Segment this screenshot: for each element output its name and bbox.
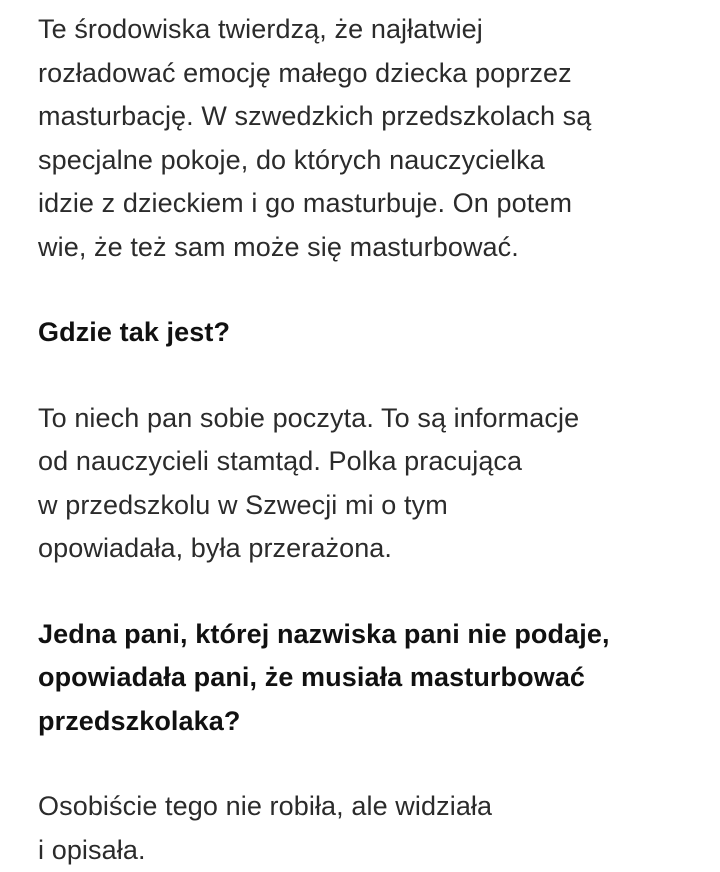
text-line: opowiadała, była przerażona.: [38, 527, 708, 571]
question-line: opowiadała pani, że musiała masturbować: [38, 656, 708, 700]
text-line: Te środowiska twierdzą, że najłatwiej: [38, 8, 708, 52]
text-line: od nauczycieli stamtąd. Polka pracująca: [38, 440, 708, 484]
question-line: przedszkolaka?: [38, 700, 708, 744]
text-line: To niech pan sobie poczyta. To są informacje: [38, 397, 708, 441]
answer-paragraph: [38, 785, 708, 872]
text-line: w przedszkolu w Szwecji mi o tym: [38, 484, 708, 528]
text-line: masturbację. W szwedzkich przedszkolach są: [38, 95, 708, 139]
text-line: wie, że też sam może się masturbować.: [38, 226, 708, 270]
text-line: specjalne pokoje, do których nauczycielka: [38, 139, 708, 183]
text-line: idzie z dzieckiem i go masturbuje. On potem: [38, 182, 708, 226]
question-line: Gdzie tak jest?: [38, 311, 708, 355]
text-line: rozładować emocję małego dziecka poprzez: [38, 52, 708, 96]
answer-paragraph: [38, 8, 708, 269]
answer-paragraph: [38, 397, 708, 571]
article-body: [38, 8, 708, 872]
question-paragraph: [38, 311, 708, 355]
question-line: Jedna pani, której nazwiska pani nie podaje,: [38, 613, 708, 657]
text-line: i opisała.: [38, 829, 708, 872]
question-paragraph: [38, 613, 708, 744]
text-line: Osobiście tego nie robiła, ale widziała: [38, 785, 708, 829]
